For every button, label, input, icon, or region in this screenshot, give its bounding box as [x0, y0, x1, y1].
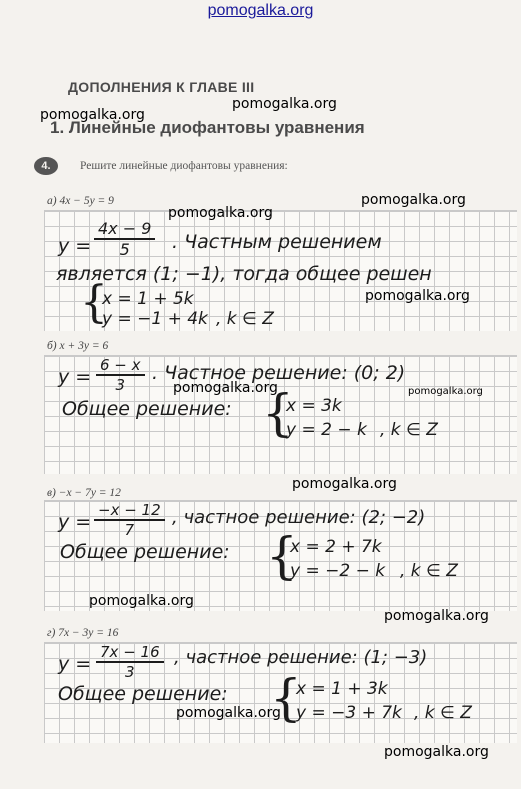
part-a-label: а) 4x − 5y = 9 [47, 195, 114, 207]
watermark: pomogalka.org [384, 608, 489, 624]
part-a-system-y: y = −1 + 4k [102, 309, 208, 329]
task-instruction: Решите линейные диофантовы уравнения: [80, 160, 288, 172]
part-d-system-x: x = 1 + 3k [296, 679, 388, 699]
part-c-system-x: x = 2 + 7k [290, 537, 382, 557]
section-title: 1. Линейные диофантовы уравнения [50, 118, 365, 137]
part-a-numerator: 4x − 9 [94, 219, 155, 240]
part-b-brace: { [262, 384, 294, 442]
part-a-line1: . Частным решением [172, 231, 382, 253]
part-b-numerator: 6 − x [96, 356, 145, 376]
part-c-line2: Общее решение: [60, 541, 230, 563]
part-c-lhs: y = [58, 511, 92, 533]
part-d-lhs: y = [58, 653, 92, 675]
site-link[interactable]: pomogalka.org [207, 2, 314, 19]
part-b-condition: , k ∈ Z [380, 420, 438, 440]
part-a-system-x: x = 1 + 5k [102, 289, 194, 309]
watermark: pomogalka.org [176, 705, 281, 721]
part-b-system-y: y = 2 − k [286, 420, 367, 440]
watermark: pomogalka.org [173, 380, 278, 396]
part-a-line2: является (1; −1), тогда общее решен [56, 263, 432, 285]
part-c-fraction [94, 501, 165, 539]
part-a-fraction [94, 219, 155, 259]
part-d-label: г) 7x − 3y = 16 [47, 627, 119, 639]
part-b-line2: Общее решение: [62, 398, 232, 420]
part-d-condition: , k ∈ Z [414, 703, 472, 723]
part-c-condition: , k ∈ Z [400, 561, 458, 581]
part-d-line1: , частное решение: (1; −3) [174, 647, 428, 668]
part-d-grid [44, 642, 517, 743]
watermark: pomogalka.org [361, 192, 466, 208]
watermark: pomogalka.org [292, 476, 397, 492]
watermark: pomogalka.org [408, 386, 483, 397]
part-b-fraction [96, 356, 145, 394]
watermark: pomogalka.org [384, 744, 489, 760]
part-c-label: в) −x − 7y = 12 [47, 487, 121, 499]
part-d-line2: Общее решение: [58, 683, 228, 705]
watermark: pomogalka.org [232, 96, 337, 112]
part-c-system-y: y = −2 − k [290, 561, 386, 581]
watermark: pomogalka.org [365, 288, 470, 304]
part-a-condition: , k ∈ Z [216, 309, 274, 329]
part-b-system-x: x = 3k [286, 396, 342, 416]
part-d-numerator: 7x − 16 [96, 643, 164, 663]
part-c-line1: , частное решение: (2; −2) [172, 507, 426, 528]
part-c-numerator: −x − 12 [94, 501, 165, 521]
part-d-fraction [96, 643, 164, 681]
part-d-brace: { [270, 669, 302, 727]
part-a-grid [44, 210, 517, 331]
watermark: pomogalka.org [168, 205, 273, 221]
chapter-title: ДОПОЛНЕНИЯ К ГЛАВЕ III [68, 79, 255, 95]
part-b-label: б) x + 3y = 6 [47, 340, 109, 352]
part-d-denominator: 3 [125, 663, 135, 681]
part-a-denominator: 5 [119, 240, 130, 259]
part-b-line1: . Частное решение: (0; 2) [152, 362, 406, 384]
part-c-brace: { [266, 527, 298, 585]
part-a-brace: { [80, 277, 108, 328]
part-b-denominator: 3 [115, 376, 126, 394]
part-b-grid [44, 355, 517, 474]
watermark: pomogalka.org [40, 107, 145, 123]
part-b-lhs: y = [58, 366, 92, 388]
watermark: pomogalka.org [89, 593, 194, 609]
task-number-badge: 4. [34, 157, 58, 175]
part-d-system-y: y = −3 + 7k [296, 703, 402, 723]
part-a-lhs: y = [58, 235, 92, 257]
part-c-denominator: 7 [124, 521, 135, 539]
